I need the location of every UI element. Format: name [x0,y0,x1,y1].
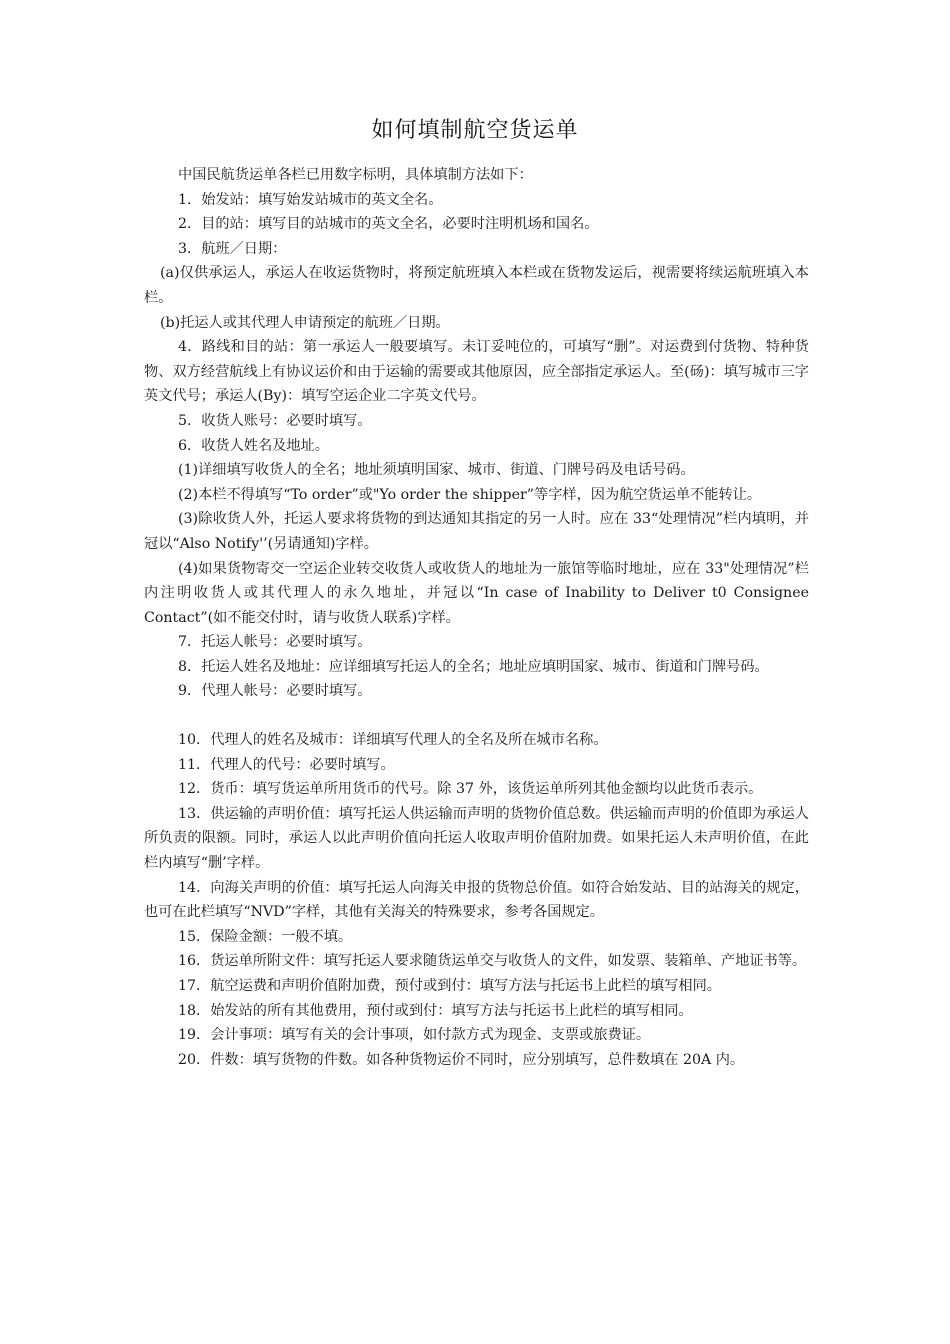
item-12-currency: 12．货币：填写货运单所用货币的代号。除 37 外，该货运单所列其他金额均以此货币表示。 [178,781,763,798]
item-10-agent-name: 10．代理人的姓名及城市：详细填写代理人的全名及所在城市名称。 [178,732,608,749]
item-15-insurance: 15．保险金额：一般不填。 [178,928,353,945]
intro-paragraph: 中国民航货运单各栏已用数字标明，具体填制方法如下： [178,167,533,183]
item-7-shipper-account: 7．托运人帐号：必要时填写。 [178,634,372,651]
item-8-shipper-name: 8．托运人姓名及地址：应详细填写托运人的全名；地址应填明国家、城市、街道和门牌号码。 [178,658,769,675]
item-3b-shipper-request: (b)托运人或其代理人申请预定的航班／日期。 [160,314,450,331]
item-14-declared-value-customs: 14．向海关声明的价值：填写托运人向海关申报的货物总价值。如符合始发站、目的站海关的规定，也可在此栏填写“NVD”字样，其他有关海关的特殊要求，参考各国规定。 [144,879,809,921]
item-3a-carrier-use: (a)仅供承运人，承运人在收运货物时，将预定航班填入本栏或在货物发运后，视需要将续运航班填入本栏。 [144,265,809,306]
item-13-declared-value-carriage: 13．供运输的声明价值：填写托运人供运输而声明的货物价值总数。供运输而声明的价值即为承运人所负责的限额。同时，承运人以此声明价值向托运人收取声明价值附加费。如果托运人未声明价值，在此栏内填写“删’字样。 [144,805,809,872]
item-20-pieces: 20．件数：填写货物的件数。如各种货物运价不同时，应分别填写，总件数填在 20A 内。 [178,1051,745,1068]
paragraph-gap [144,704,809,728]
page-title: 如何填制航空货运单 [371,118,579,143]
document-body [144,163,809,1072]
item-6-3: (3)除收货人外，托运人要求将货物的到达通知其指定的另一人时。应在 33“处理情况”栏内填明，并冠以“Also Notify'’(另请通知)字样。 [144,511,809,552]
item-4-routing: 4．路线和目的站：第一承运人一般要填写。未订妥吨位的，可填写“删”。对运费到付货物、特种货物、双方经营航线上有协议运价和由于运输的需要或其他原因，应全部指定承运人。至(砀)：填写城市三字英文代号；承运人(By)：填写空运企业二字英文代号。 [144,339,809,405]
item-9-agent-account: 9．代理人帐号：必要时填写。 [178,683,372,700]
item-1-departure: 1．始发站：填写始发站城市的英文全名。 [178,191,443,208]
item-5-consignee-account: 5．收货人账号：必要时填写。 [178,412,372,429]
item-17-air-freight: 17．航空运费和声明价值附加费，预付或到付：填写方法与托运书上此栏的填写相同。 [178,978,721,994]
item-18-other-charges: 18．始发站的所有其他费用，预付或到付：填写方法与托运书上此栏的填写相同。 [178,1002,693,1019]
item-11-agent-code: 11．代理人的代号：必要时填写。 [178,756,395,773]
item-16-documents: 16．货运单所附文件：填写托运人要求随货运单交与收货人的文件，如发票、装箱单、产地证书等。 [178,953,807,970]
item-6-4: (4)如果货物寄交一空运企业转交收货人或收货人的地址为一旅馆等临时地址，应在 33"处理情况”栏内注明收货人或其代理人的永久地址，并冠以“In case of Inability to Deliver t0 Consignee Contact”(如不能交付时，请与收货人联系)字样。 [144,560,809,626]
item-2-destination: 2．目的站：填写目的站城市的英文全名，必要时注明机场和国名。 [178,216,599,233]
item-6-consignee-name: 6．收货人姓名及地址。 [178,437,329,454]
item-3-flight-date: 3．航班／日期： [178,240,287,257]
item-19-accounting: 19．会计事项：填写有关的会计事项，如付款方式为现金、支票或旅费证。 [178,1027,651,1044]
item-6-2: (2)本栏不得填写“To order”或"Yo order the shipper”等字样，因为航空货运单不能转让。 [178,486,762,503]
item-6-1: (1)详细填写收货人的全名；地址须填明国家、城市、街道、门牌号码及电话号码。 [178,462,695,479]
